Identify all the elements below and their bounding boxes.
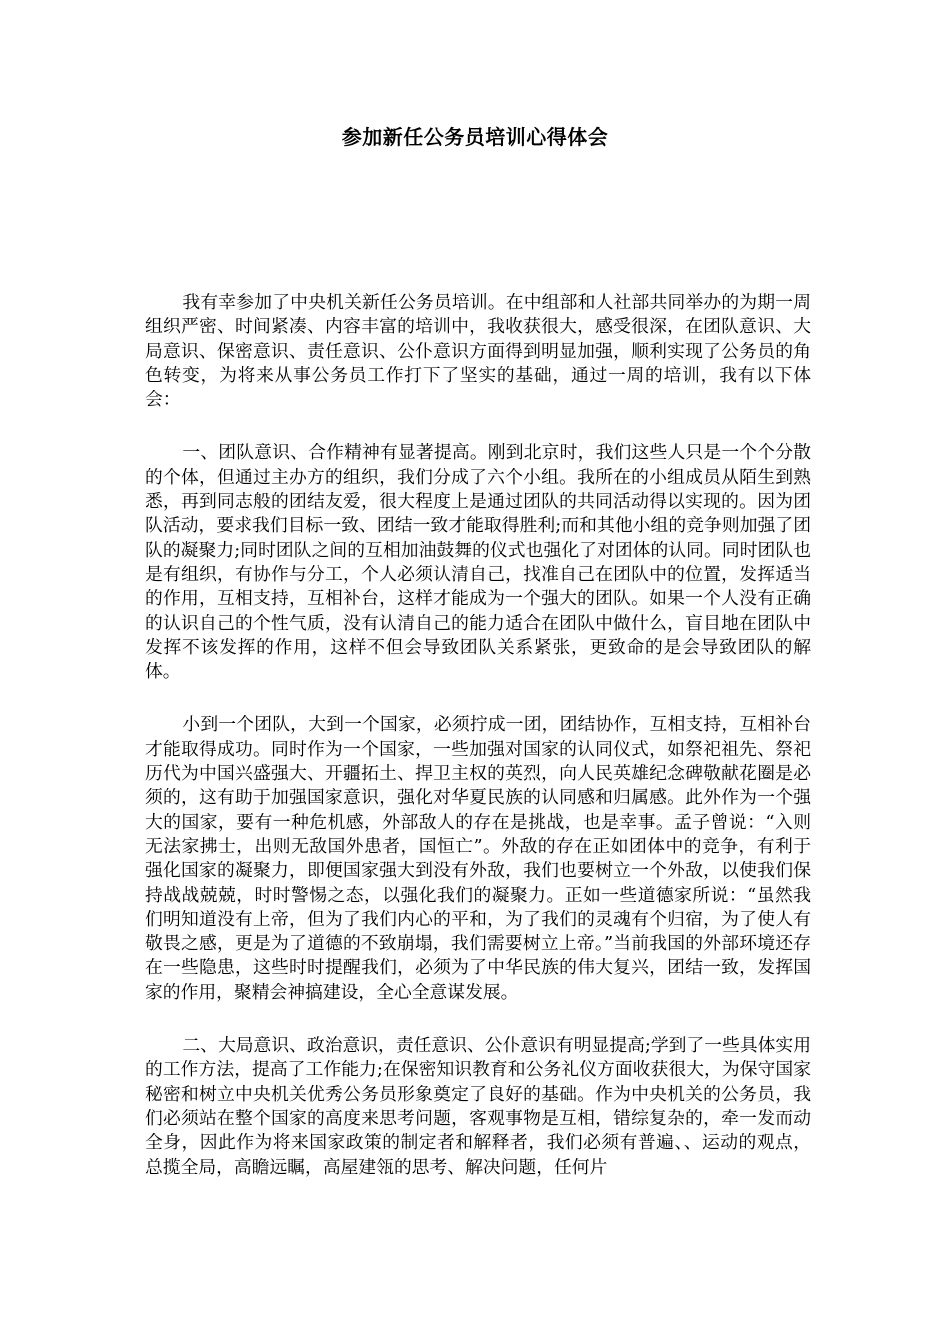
- document-title: 参加新任公务员培训心得体会: [341, 125, 609, 149]
- paragraph-nation-unity: 小到一个团队，大到一个国家，必须拧成一团，团结协作，互相支持，互相补台才能取得成功。同时作为一个国家，一些加强对国家的认同仪式，如祭祀祖先、祭祀历代为中国兴盛强大、开疆拓土、捍卫主权的英烈，向人民英雄纪念碑敬献花圈是必须的，这有助于加强国家意识，强化对华夏民族的认同感和归属感。此外作为一个强大的国家，要有一种危机感，外部敌人的存在是挑战，也是幸事。孟子曾说：“入则无法家拂士，出则无敌国外患者，国恒亡”。外敌的存在正如团体中的竞争，有利于强化国家的凝聚力，即便国家强大到没有外敌，我们也要树立一个外敌，以使我们保持战战兢兢，时时警惕之态，以强化我们的凝聚力。正如一些道德家所说：“虽然我们明知道没有上帝，但为了我们内心的平和，为了我们的灵魂有个归宿，为了使人有敬畏之感，更是为了道德的不致崩塌，我们需要树立上帝。”当前我国的外部环境还存在一些隐患，这些时时提醒我们，必须为了中华民族的伟大复兴，团结一致，发挥国家的作用，聚精会神搞建设，全心全意谋发展。: [145, 714, 811, 1003]
- paragraph-intro: 我有幸参加了中央机关新任公务员培训。在中组部和人社部共同举办的为期一周组织严密、时间紧凑、内容丰富的培训中，我收获很大，感受很深，在团队意识、大局意识、保密意识、责任意识、公仆意识方面得到明显加强，顺利实现了公务员的角色转变，为将来从事公务员工作打下了坚实的基础，通过一周的培训，我有以下体会：: [145, 292, 811, 411]
- document-body: [145, 291, 811, 1209]
- paragraph-team-awareness: 一、团队意识、合作精神有显著提高。刚到北京时，我们这些人只是一个个分散的个体，但通过主办方的组织，我们分成了六个小组。我所在的小组成员从陌生到熟悉，再到同志般的团结友爱，很大程度上是通过团队的共同活动得以实现的。因为团队活动，要求我们目标一致、团结一致才能取得胜利;而和其他小组的竞争则加强了团队的凝聚力;同时团队之间的互相加油鼓舞的仪式也强化了对团体的认同。同时团队也是有组织，有协作与分工，个人必须认清自己，找准自己在团队中的位置，发挥适当的作用，互相支持，互相补台，这样才能成为一个强大的团队。如果一个人没有正确的认识自己的个性气质，没有认清自己的能力适合在团队中做什么，盲目地在团队中发挥不该发挥的作用，这样不但会导致团队关系紧张，更致命的是会导致团队的解体。: [145, 442, 811, 683]
- paragraph-overall-awareness: 二、大局意识、政治意识，责任意识、公仆意识有明显提高;学到了一些具体实用的工作方法，提高了工作能力;在保密知识教育和公务礼仪方面收获很大，为保守国家秘密和树立中央机关优秀公务员形象奠定了良好的基础。作为中央机关的公务员，我们必须站在整个国家的高度来思考问题，客观事物是互相，错综复杂的，牵一发而动全身，因此作为将来国家政策的制定者和解释者，我们必须有普遍、、运动的观点，总揽全局，高瞻远瞩，高屋建瓴的思考、解决问题，任何片: [145, 1035, 811, 1178]
